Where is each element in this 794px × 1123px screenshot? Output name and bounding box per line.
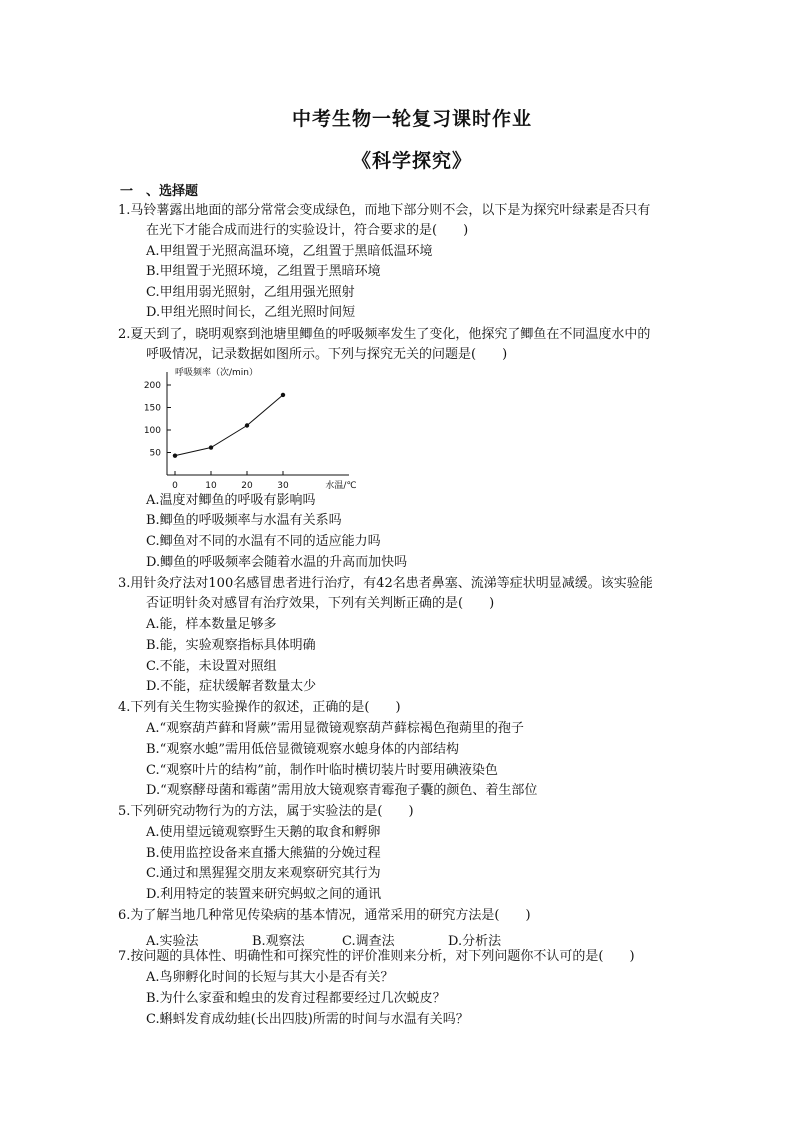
question-1-option-a: A.甲组置于光照高温环境，乙组置于黑暗低温环境	[146, 244, 433, 259]
respiration-chart	[140, 360, 370, 490]
series-line	[175, 395, 283, 456]
question-5-option-d: D.利用特定的装置来研究蚂蚁之间的通讯	[146, 887, 382, 902]
question-4-option-c: C.“观察叶片的结构”前，制作叶临时横切装片时要用碘液染色	[146, 763, 498, 778]
question-5-option-b: B.使用监控设备来直播大熊猫的分娩过程	[146, 846, 381, 861]
question-3-option-c: C.不能，未设置对照组	[146, 659, 277, 674]
question-6-option-d: D.分析法	[448, 934, 502, 949]
y-tick-label: 100	[143, 426, 161, 436]
x-tick-label: 30	[277, 481, 289, 490]
data-point	[173, 453, 177, 457]
y-axis-label: 呼吸频率（次/min）	[175, 368, 259, 378]
question-6-option-c: C.调查法	[342, 934, 395, 949]
question-1-option-d: D.甲组光照时间长，乙组光照时间短	[146, 305, 356, 320]
question-7-stem: 7.按问题的具体性、明确性和可探究性的评价准则来分析，对下列问题你不认可的是( )	[118, 949, 635, 964]
y-tick-label: 50	[149, 448, 161, 459]
question-1-stem-line-2: 在光下才能合成而进行的实验设计，符合要求的是( )	[146, 223, 469, 238]
x-tick-label: 20	[241, 481, 253, 490]
question-1-stem-line-1: 1.马铃薯露出地面的部分常常会变成绿色，而地下部分则不会，以下是为探究叶绿素是否只有	[118, 203, 651, 218]
question-7-option-c: C.蝌蚪发育成幼蛙(长出四肢)所需的时间与水温有关吗？	[146, 1012, 469, 1027]
x-tick-label: 10	[205, 481, 217, 490]
data-point	[245, 423, 249, 427]
question-6-stem: 6.为了解当地几种常见传染病的基本情况，通常采用的研究方法是( )	[118, 908, 531, 923]
question-2-option-c: C.鲫鱼对不同的水温有不同的适应能力吗	[146, 534, 381, 549]
question-6-option-a: A.实验法	[146, 934, 199, 949]
question-2-option-a: A.温度对鲫鱼的呼吸有影响吗	[146, 493, 316, 508]
question-2-option-d: D.鲫鱼的呼吸频率会随着水温的升高而加快吗	[146, 555, 408, 570]
data-point	[209, 445, 213, 449]
document-subtitle: 《科学探究》	[351, 150, 472, 172]
x-axis-label: 水温/℃	[325, 481, 357, 490]
y-tick-label: 150	[143, 403, 161, 414]
section-heading: 一 、选择题	[120, 184, 199, 199]
question-3-stem-line-1: 3.用针灸疗法对100名感冒患者进行治疗，有42名患者鼻塞、流涕等症状明显减缓。该实验能	[118, 576, 653, 591]
question-5-stem: 5.下列研究动物行为的方法，属于实验法的是( )	[118, 804, 414, 819]
question-7-option-b: B.为什么家蚕和蝗虫的发育过程都要经过几次蜕皮？	[146, 991, 446, 1006]
question-4-stem: 4.下列有关生物实验操作的叙述，正确的是( )	[118, 700, 401, 715]
x-tick-label: 0	[172, 481, 178, 490]
question-4-option-a: A.“观察葫芦藓和肾蕨”需用显微镜观察葫芦藓棕褐色孢蒴里的孢子	[146, 721, 524, 736]
question-3-option-a: A.能，样本数量足够多	[146, 617, 277, 632]
document-title: 中考生物一轮复习课时作业	[291, 108, 532, 130]
question-5-option-c: C.通过和黑猩猩交朋友来观察研究其行为	[146, 866, 381, 881]
question-1-option-b: B.甲组置于光照环境，乙组置于黑暗环境	[146, 264, 381, 279]
question-6-option-b: B.观察法	[252, 934, 305, 949]
question-2-stem-line-2: 呼吸情况，记录数据如图所示。下列与探究无关的问题是( )	[146, 347, 508, 362]
y-tick-label: 200	[143, 381, 161, 391]
question-5-option-a: A.使用望远镜观察野生天鹅的取食和孵卵	[146, 825, 381, 840]
question-4-option-d: D.“观察酵母菌和霉菌”需用放大镜观察青霉孢子囊的颜色、着生部位	[146, 783, 538, 798]
question-4-option-b: B.“观察水螅”需用低倍显微镜观察水螅身体的内部结构	[146, 742, 459, 757]
question-7-option-a: A.鸟卵孵化时间的长短与其大小是否有关？	[146, 970, 394, 985]
question-3-option-d: D.不能，症状缓解者数量太少	[146, 679, 317, 694]
question-3-option-b: B.能，实验观察指标具体明确	[146, 638, 316, 653]
question-1-option-c: C.甲组用弱光照射，乙组用强光照射	[146, 285, 355, 300]
question-2-stem-line-1: 2.夏天到了，晓明观察到池塘里鲫鱼的呼吸频率发生了变化，他探究了鲫鱼在不同温度水中的	[118, 327, 651, 342]
data-point	[281, 393, 285, 397]
question-3-stem-line-2: 否证明针灸对感冒有治疗效果，下列有关判断正确的是( )	[146, 596, 495, 611]
question-2-option-b: B.鲫鱼的呼吸频率与水温有关系吗	[146, 513, 342, 528]
